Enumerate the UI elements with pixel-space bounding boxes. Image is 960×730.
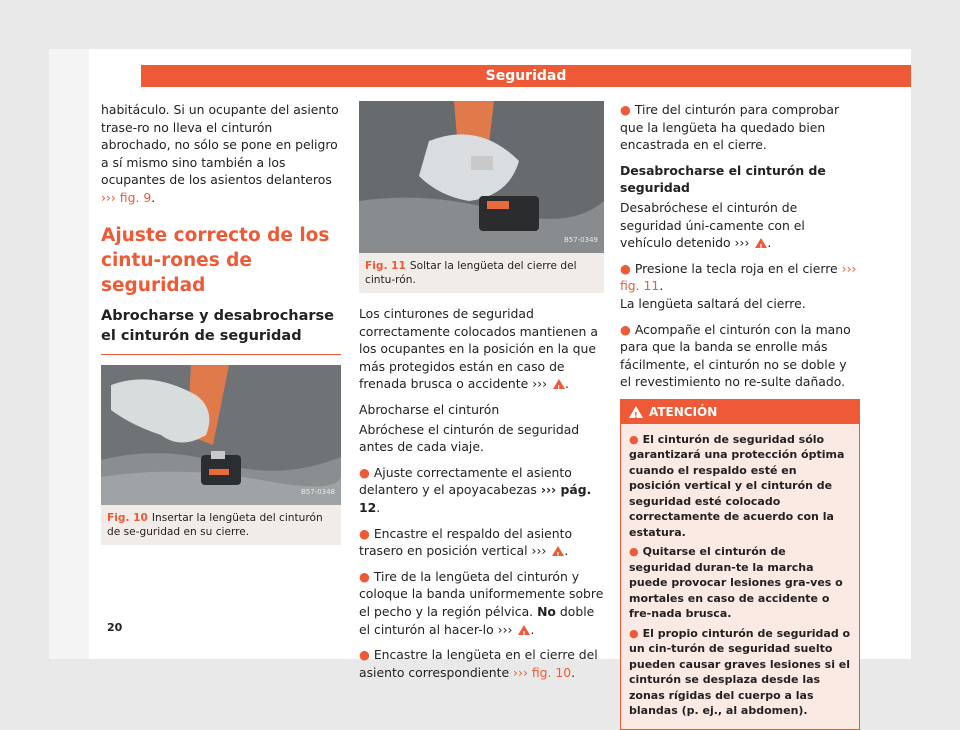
item-text: doble el cinturón al hacer-lo <box>359 603 595 637</box>
bullet-icon: ● <box>359 647 370 663</box>
item-text: Encastre la lengüeta en el cierre del asiento correspondiente <box>359 647 598 680</box>
item-text: Tire del cinturón para comprobar que la lengüeta ha quedado bien encastrada en el cierre. <box>620 102 840 153</box>
list-item <box>620 101 860 154</box>
page <box>49 49 911 718</box>
section-title: Desabrocharse el cinturón de seguridad <box>620 162 826 196</box>
bullet-icon: ● <box>359 568 370 584</box>
bullet-icon: ● <box>629 626 639 640</box>
emphasis-no: No <box>537 603 556 619</box>
intro-text: habitáculo. Si un ocupante del asiento trase-ro no lleva el cinturón abrochado, no sólo se pone en peligro a sí mismo sino también a los ocupantes de los asientos delanteros <box>101 102 339 188</box>
main-heading: Ajuste correcto de los cintu-rones de seguridad <box>101 224 330 296</box>
attention-body <box>621 424 859 729</box>
item-text: La lengüeta saltará del cierre. <box>620 295 806 311</box>
warning-icon <box>552 546 564 556</box>
intro-text: Desabróchese el cinturón de seguridad úni-camente con el vehículo detenido <box>620 199 805 251</box>
figure-number: Fig. 10 <box>107 511 148 524</box>
attention-item <box>629 432 851 541</box>
attention-title: ATENCIÓN <box>649 404 718 419</box>
list-item <box>620 321 860 391</box>
figure-code: B57-0349 <box>563 236 598 245</box>
figure-11-caption <box>359 253 604 293</box>
item-text: Encastre el respaldo del asiento trasero en posición vertical <box>359 525 573 559</box>
column-middle <box>359 101 604 689</box>
item-text: Acompañe el cinturón con la mano para que la banda se enrolle más fácilmente, el cinturón no se doble y el revestimiento no re-sulte dañado. <box>620 321 851 390</box>
attention-box <box>620 399 860 730</box>
figure-code: B57-0348 <box>300 487 335 496</box>
item-text: El cinturón de seguridad sólo garantizará una protección óptima cuando el respaldo esté en posición vertical y el cinturón de seguridad esté colocado correctamente de acuerdo con la estatura. <box>629 432 845 539</box>
bullet-icon: ● <box>620 102 631 117</box>
list-item: ● Ajuste correctamente el asiento delantero y el apoyacabezas ››› pág. 12. <box>359 464 592 515</box>
bullet-icon: ● <box>359 525 370 541</box>
warning-icon <box>629 406 643 418</box>
section-intro: Desabróchese el cinturón de seguridad úni-camente con el vehículo detenido ››› ! . <box>620 199 860 252</box>
item-text: El propio cinturón de seguridad o un cin-turón de seguridad suelto pueden causar graves lesiones si el cinturón se desplaza desde las zonas rígidas del cuerpo a las blandas (p. ej., al abdomen). <box>629 626 851 718</box>
fig11-link[interactable]: ››› fig. 11 <box>620 260 857 294</box>
fig10-link[interactable]: ››› fig. 10 <box>513 664 572 680</box>
section-header: Seguridad <box>141 65 911 87</box>
attention-item <box>629 626 851 719</box>
intro-paragraph: habitáculo. Si un ocupante del asiento trase-ro no lleva el cinturón abrochado, no sólo se pone en peligro a sí mismo sino también a los ocupantes de los asientos delanteros ››› fig. 9. <box>101 102 339 205</box>
figure-10-image <box>101 365 341 505</box>
paragraph-text: Los cinturones de seguridad correctamente colocados mantienen a los ocupantes en la posición en la que más protegidos están en caso de frenada brusca o accidente <box>359 306 598 392</box>
bullet-icon: ● <box>620 260 631 276</box>
paragraph: Los cinturones de seguridad correctamente colocados mantienen a los ocupantes en la posición en la que más protegidos están en caso de frenada brusca o accidente ››› ! . <box>359 305 604 393</box>
page-number: 20 <box>107 621 123 634</box>
item-text: Ajuste correctamente el asiento delantero y el apoyacabezas <box>359 464 572 498</box>
figure-11-image <box>359 101 604 253</box>
fig9-link[interactable]: ››› fig. 9 <box>101 189 152 205</box>
page-content <box>89 49 911 718</box>
seatbelt-release-illustration <box>359 101 604 253</box>
warning-icon <box>553 379 565 389</box>
attention-header <box>621 400 859 424</box>
caption-text: Soltar la lengüeta del cierre del cintu-rón. <box>365 260 577 286</box>
caption-text: Insertar la lengüeta del cinturón de se-guridad en su cierre. <box>107 511 323 538</box>
list-item: ● Encastre el respaldo del asiento trasero en posición vertical ››› ! . <box>359 525 604 560</box>
warning-icon <box>518 625 530 635</box>
bullet-icon: ● <box>629 545 639 559</box>
item-text: Presione la tecla roja en el cierre <box>634 260 838 276</box>
page-ref-link[interactable]: ››› pág. 12 <box>359 482 592 515</box>
bullet-icon: ● <box>359 464 370 480</box>
figure-number: Fig. 11 <box>365 260 406 272</box>
ref-arrows[interactable]: ››› <box>497 621 513 637</box>
attention-item <box>629 544 851 622</box>
item-text: Tire de la lengüeta del cinturón y coloque la banda uniformemente sobre el pecho y la región pélvica. <box>359 568 604 619</box>
list-item: ● Encastre la lengüeta en el cierre del asiento correspondiente ››› fig. 10. <box>359 647 598 680</box>
section-title: Abrocharse el cinturón <box>359 401 500 417</box>
ref-arrows[interactable]: ››› <box>734 235 750 251</box>
list-item: ● Tire de la lengüeta del cinturón y coloque la banda uniformemente sobre el pecho y la región pélvica. No doble el cinturón al hacer-lo ››› ! . <box>359 568 604 638</box>
column-right <box>620 101 860 730</box>
section-intro: Abróchese el cinturón de seguridad antes de cada viaje. <box>359 421 580 455</box>
bullet-icon: ● <box>629 432 639 446</box>
warning-icon <box>755 238 767 248</box>
subheading: Abrocharse y desabrocharse el cinturón de seguridad <box>101 306 341 355</box>
figure-10-caption <box>101 505 341 545</box>
bullet-icon: ● <box>620 321 631 337</box>
column-left <box>101 101 341 545</box>
ref-arrows[interactable]: ››› <box>532 376 548 392</box>
list-item: ● Presione la tecla roja en el cierre ››› fig. 11. La lengüeta saltará del cierre. <box>620 260 857 311</box>
ref-arrows[interactable]: ››› <box>531 543 547 559</box>
item-text: Quitarse el cinturón de seguridad duran-te la marcha puede provocar lesiones gra-ves o mortales en caso de accidente o fre-nada brusca. <box>629 545 843 621</box>
